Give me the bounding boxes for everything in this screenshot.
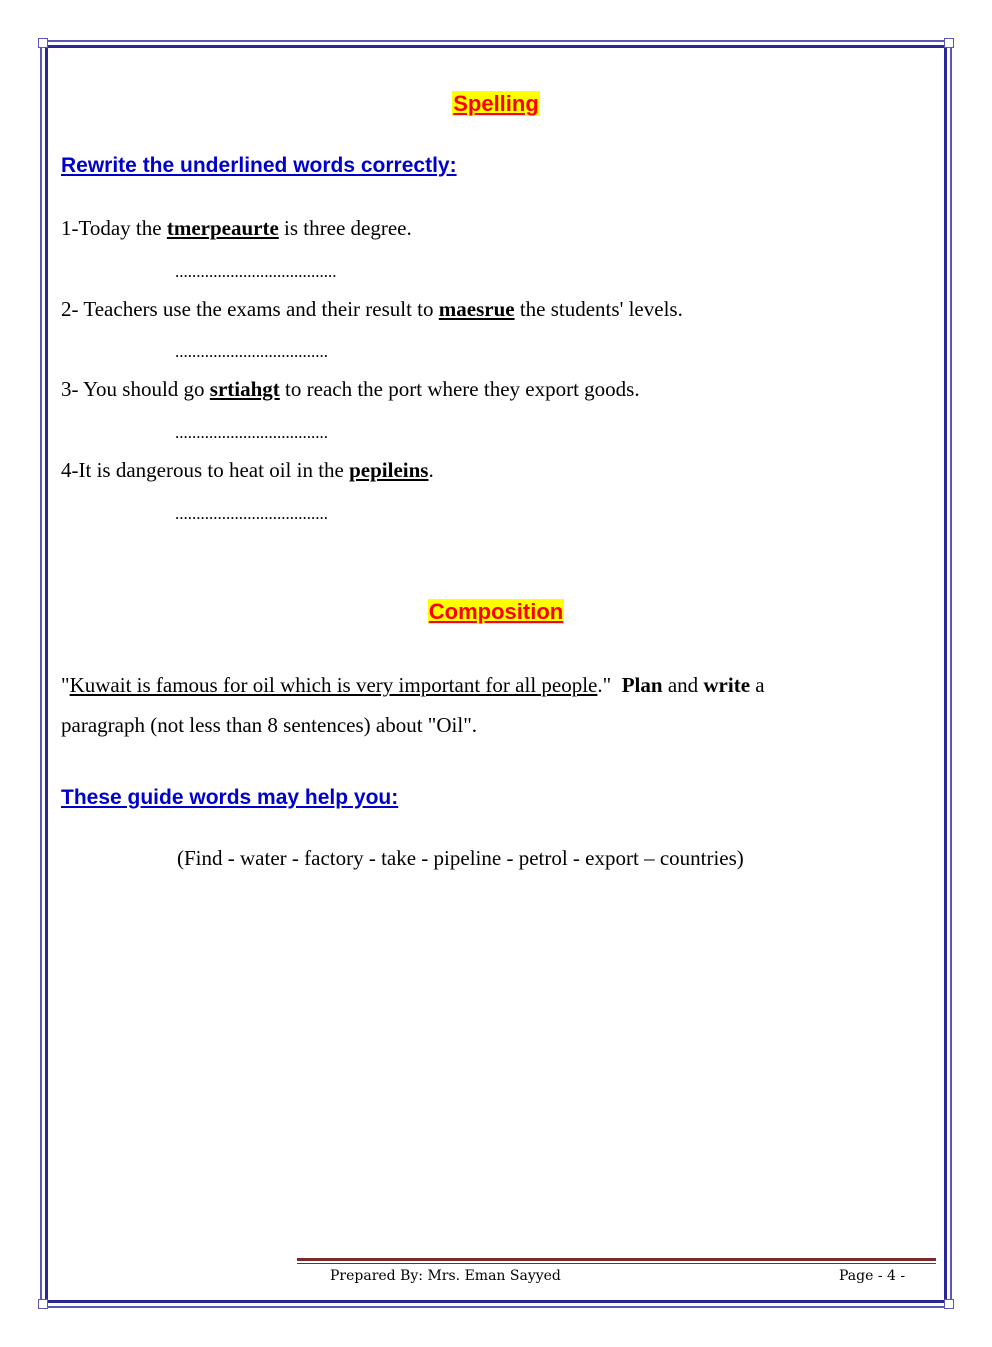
footer-page-number: Page - 4 - — [839, 1268, 906, 1284]
footer-prepared-by: Prepared By: Mrs. Eman Sayyed — [330, 1268, 561, 1284]
answer-line: .................................... — [175, 342, 328, 361]
border-corner — [38, 38, 48, 48]
answer-line: ...................................... — [175, 262, 337, 281]
misspelled-word: pepileins — [349, 458, 429, 482]
border-corner — [38, 1299, 48, 1309]
footer-rule — [297, 1263, 936, 1264]
composition-quote: Kuwait is famous for oil which is very important for all people — [69, 673, 598, 697]
composition-prompt-line-1: "Kuwait is famous for oil which is very important for all people." Plan and write a — [61, 673, 765, 697]
spelling-item-4: 4-It is dangerous to heat oil in the pepileins. — [61, 458, 434, 482]
spelling-item-3: 3- You should go srtiahgt to reach the port where they export goods. — [61, 377, 640, 401]
composition-title: Composition — [428, 599, 564, 624]
footer-rule — [297, 1258, 936, 1261]
misspelled-word: srtiahgt — [209, 377, 280, 401]
border-corner — [944, 38, 954, 48]
answer-line: .................................... — [175, 504, 328, 523]
spelling-title: Spelling — [453, 91, 539, 116]
border-corner — [944, 1299, 954, 1309]
guide-heading: These guide words may help you: — [61, 786, 399, 809]
spelling-item-1: 1-Today the tmerpeaurte is three degree. — [61, 216, 412, 240]
misspelled-word: tmerpeaurte — [166, 216, 279, 240]
composition-prompt-line-2: paragraph (not less than 8 sentences) about "Oil". — [61, 713, 478, 737]
spelling-instruction: Rewrite the underlined words correctly: — [61, 154, 457, 177]
spelling-item-2: 2- Teachers use the exams and their result to maesrue the students' levels. — [61, 297, 683, 321]
answer-line: .................................... — [175, 423, 328, 442]
misspelled-word: maesrue — [438, 297, 515, 321]
guide-words: (Find - water - factory - take - pipeline - petrol - export – countries) — [177, 846, 744, 870]
